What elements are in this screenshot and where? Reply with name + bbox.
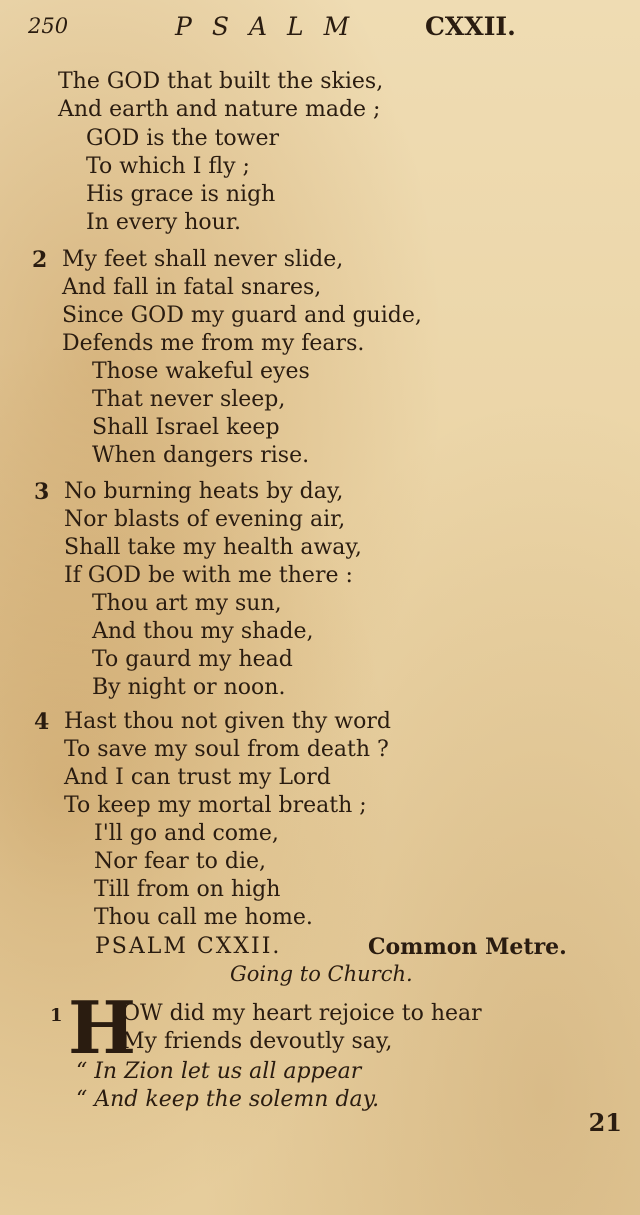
verse-line: And thou my shade,	[92, 619, 314, 644]
verse-line: By night or noon.	[92, 675, 286, 700]
verse-line: To keep my mortal breath ;	[64, 793, 367, 818]
stanza-number: 2	[32, 247, 48, 273]
stanza-number: 3	[34, 479, 50, 505]
verse-line: OW did my heart rejoice to hear	[122, 1001, 482, 1026]
verse-line: Thou art my sun,	[92, 591, 282, 616]
verse-line: To which I fly ;	[86, 154, 250, 179]
verse-line: Those wakeful eyes	[92, 359, 310, 384]
verse-line: His grace is nigh	[86, 182, 276, 207]
verse-line: The GOD that built the skies,	[58, 69, 384, 94]
drop-cap: H	[68, 985, 137, 1070]
verse-line: To save my soul from death ?	[64, 737, 389, 762]
psalm-heading: PSALM CXXII.	[95, 934, 282, 959]
verse-line: In every hour.	[86, 210, 241, 235]
verse-line: That never sleep,	[92, 387, 286, 412]
verse-line: And earth and nature made ;	[58, 97, 381, 122]
verse-line: If GOD be with me there :	[64, 563, 353, 588]
verse-line: “ In Zion let us all appear	[76, 1059, 362, 1084]
verse-line: No burning heats by day,	[64, 479, 344, 504]
page-number: 250	[28, 14, 69, 38]
running-title: PSALM	[175, 12, 370, 41]
verse-line: My feet shall never slide,	[62, 247, 344, 272]
psalm-number: CXXII.	[425, 12, 516, 41]
verse-line: To gaurd my head	[92, 647, 293, 672]
verse-line: And I can trust my Lord	[64, 765, 331, 790]
verse-line: Defends me from my fears.	[62, 331, 365, 356]
verse-line: Shall Israel keep	[92, 415, 280, 440]
verse-line: Shall take my health away,	[64, 535, 362, 560]
verse-line: And fall in fatal snares,	[62, 275, 322, 300]
verse-number: 1	[50, 1005, 63, 1026]
verse-line: Since GOD my guard and guide,	[62, 303, 422, 328]
verse-line: Thou call me home.	[94, 905, 313, 930]
verse-line: My friends devoutly say,	[122, 1029, 393, 1054]
psalm-subtitle: Going to Church.	[230, 962, 413, 986]
verse-line: “ And keep the solemn day.	[76, 1087, 380, 1112]
verse-line: Hast thou not given thy word	[64, 709, 391, 734]
metre-label: Common Metre.	[368, 934, 567, 960]
verse-line: When dangers rise.	[92, 443, 310, 468]
verse-line: GOD is the tower	[86, 126, 280, 151]
stanza-number: 4	[34, 709, 50, 735]
verse-line: Nor blasts of evening air,	[64, 507, 346, 532]
signature-mark: 21	[588, 1108, 622, 1137]
verse-line: Till from on high	[94, 877, 281, 902]
verse-line: I'll go and come,	[94, 821, 279, 846]
verse-line: Nor fear to die,	[94, 849, 267, 874]
